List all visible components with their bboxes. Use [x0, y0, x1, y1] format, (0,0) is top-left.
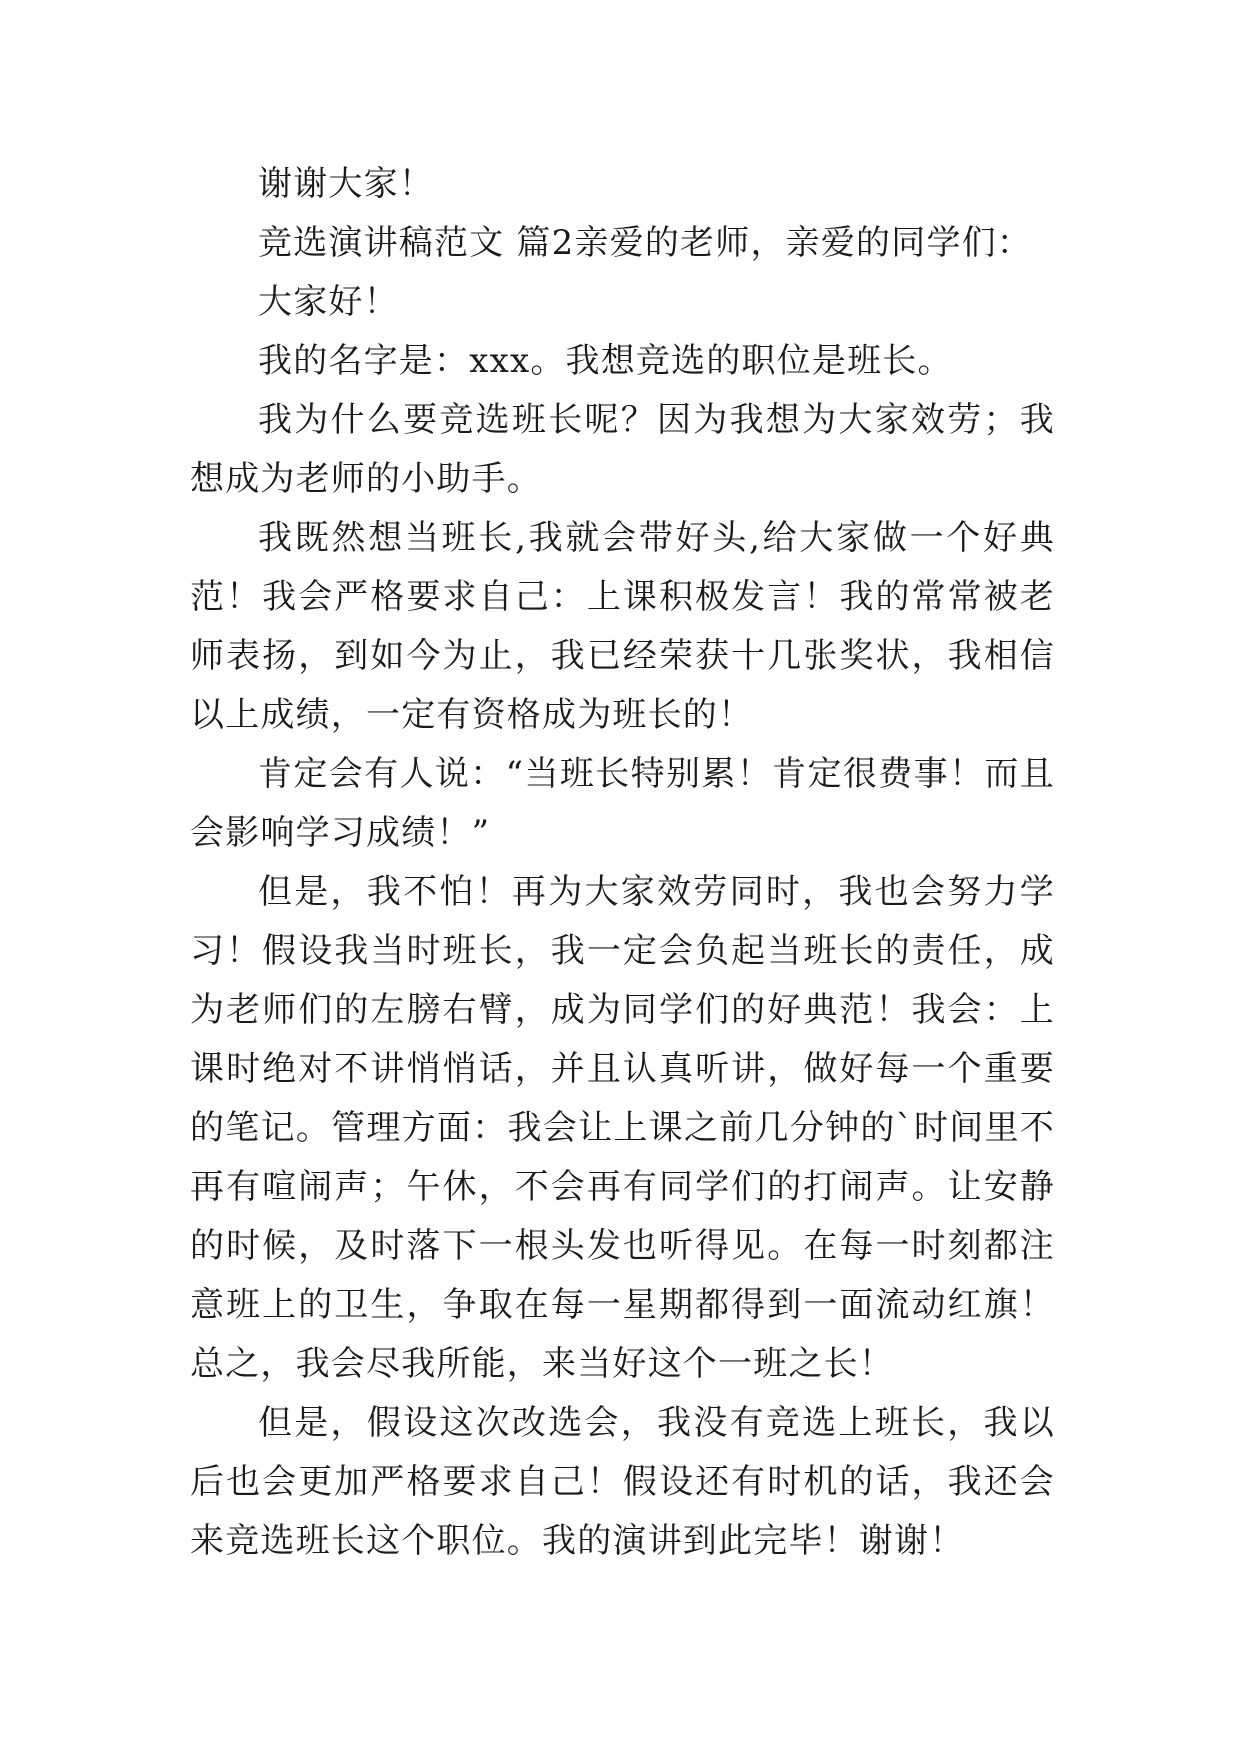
- paragraph-reason: 我为什么要竞选班长呢？因为我想为大家效劳；我想成为老师的小助手。: [190, 400, 1055, 499]
- paragraph-introduction: 我的名字是：xxx。我想竞选的职位是班长。: [258, 341, 953, 381]
- paragraph-speech-heading: 竞选演讲稿范文 篇2亲爱的老师，亲爱的同学们：: [258, 223, 1033, 263]
- paragraph-conclusion: 但是，假设这次改选会，我没有竞选上班长，我以后也会更加严格要求自己！假设还有时机的话，我还会来竞选班长这个职位。我的演讲到此完毕！谢谢！: [190, 1403, 1055, 1561]
- paragraph-greeting: 大家好！: [258, 282, 399, 322]
- document-body: [190, 155, 1055, 1571]
- paragraph-concern: 肯定会有人说：“当班长特别累！肯定很费事！而且会影响学习成绩！”: [190, 754, 1055, 853]
- paragraph-closing-thanks: 谢谢大家！: [258, 164, 434, 204]
- paragraph-commitment: 但是，我不怕！再为大家效劳同时，我也会努力学习！假设我当时班长，我一定会负起当班长的责任，成为老师们的左膀右臂，成为同学们的好典范！我会：上课时绝对不讲悄悄话，并且认真听讲，做好每一个重要的笔记。管理方面：我会让上课之前几分钟的`时间里不再有喧闹声；午休，不会再有同学们的打闹声。让安静的时候，及时落下一根头发也听得见。在每一时刻都注意班上的卫生，争取在每一星期都得到一面流动红旗！总之，我会尽我所能，来当好这个一班之长！: [190, 872, 1055, 1384]
- paragraph-example: 我既然想当班长,我就会带好头,给大家做一个好典范！我会严格要求自己：上课积极发言！我的常常被老师表扬，到如今为止，我已经荣获十几张奖状，我相信以上成绩，一定有资格成为班长的！: [190, 518, 1055, 735]
